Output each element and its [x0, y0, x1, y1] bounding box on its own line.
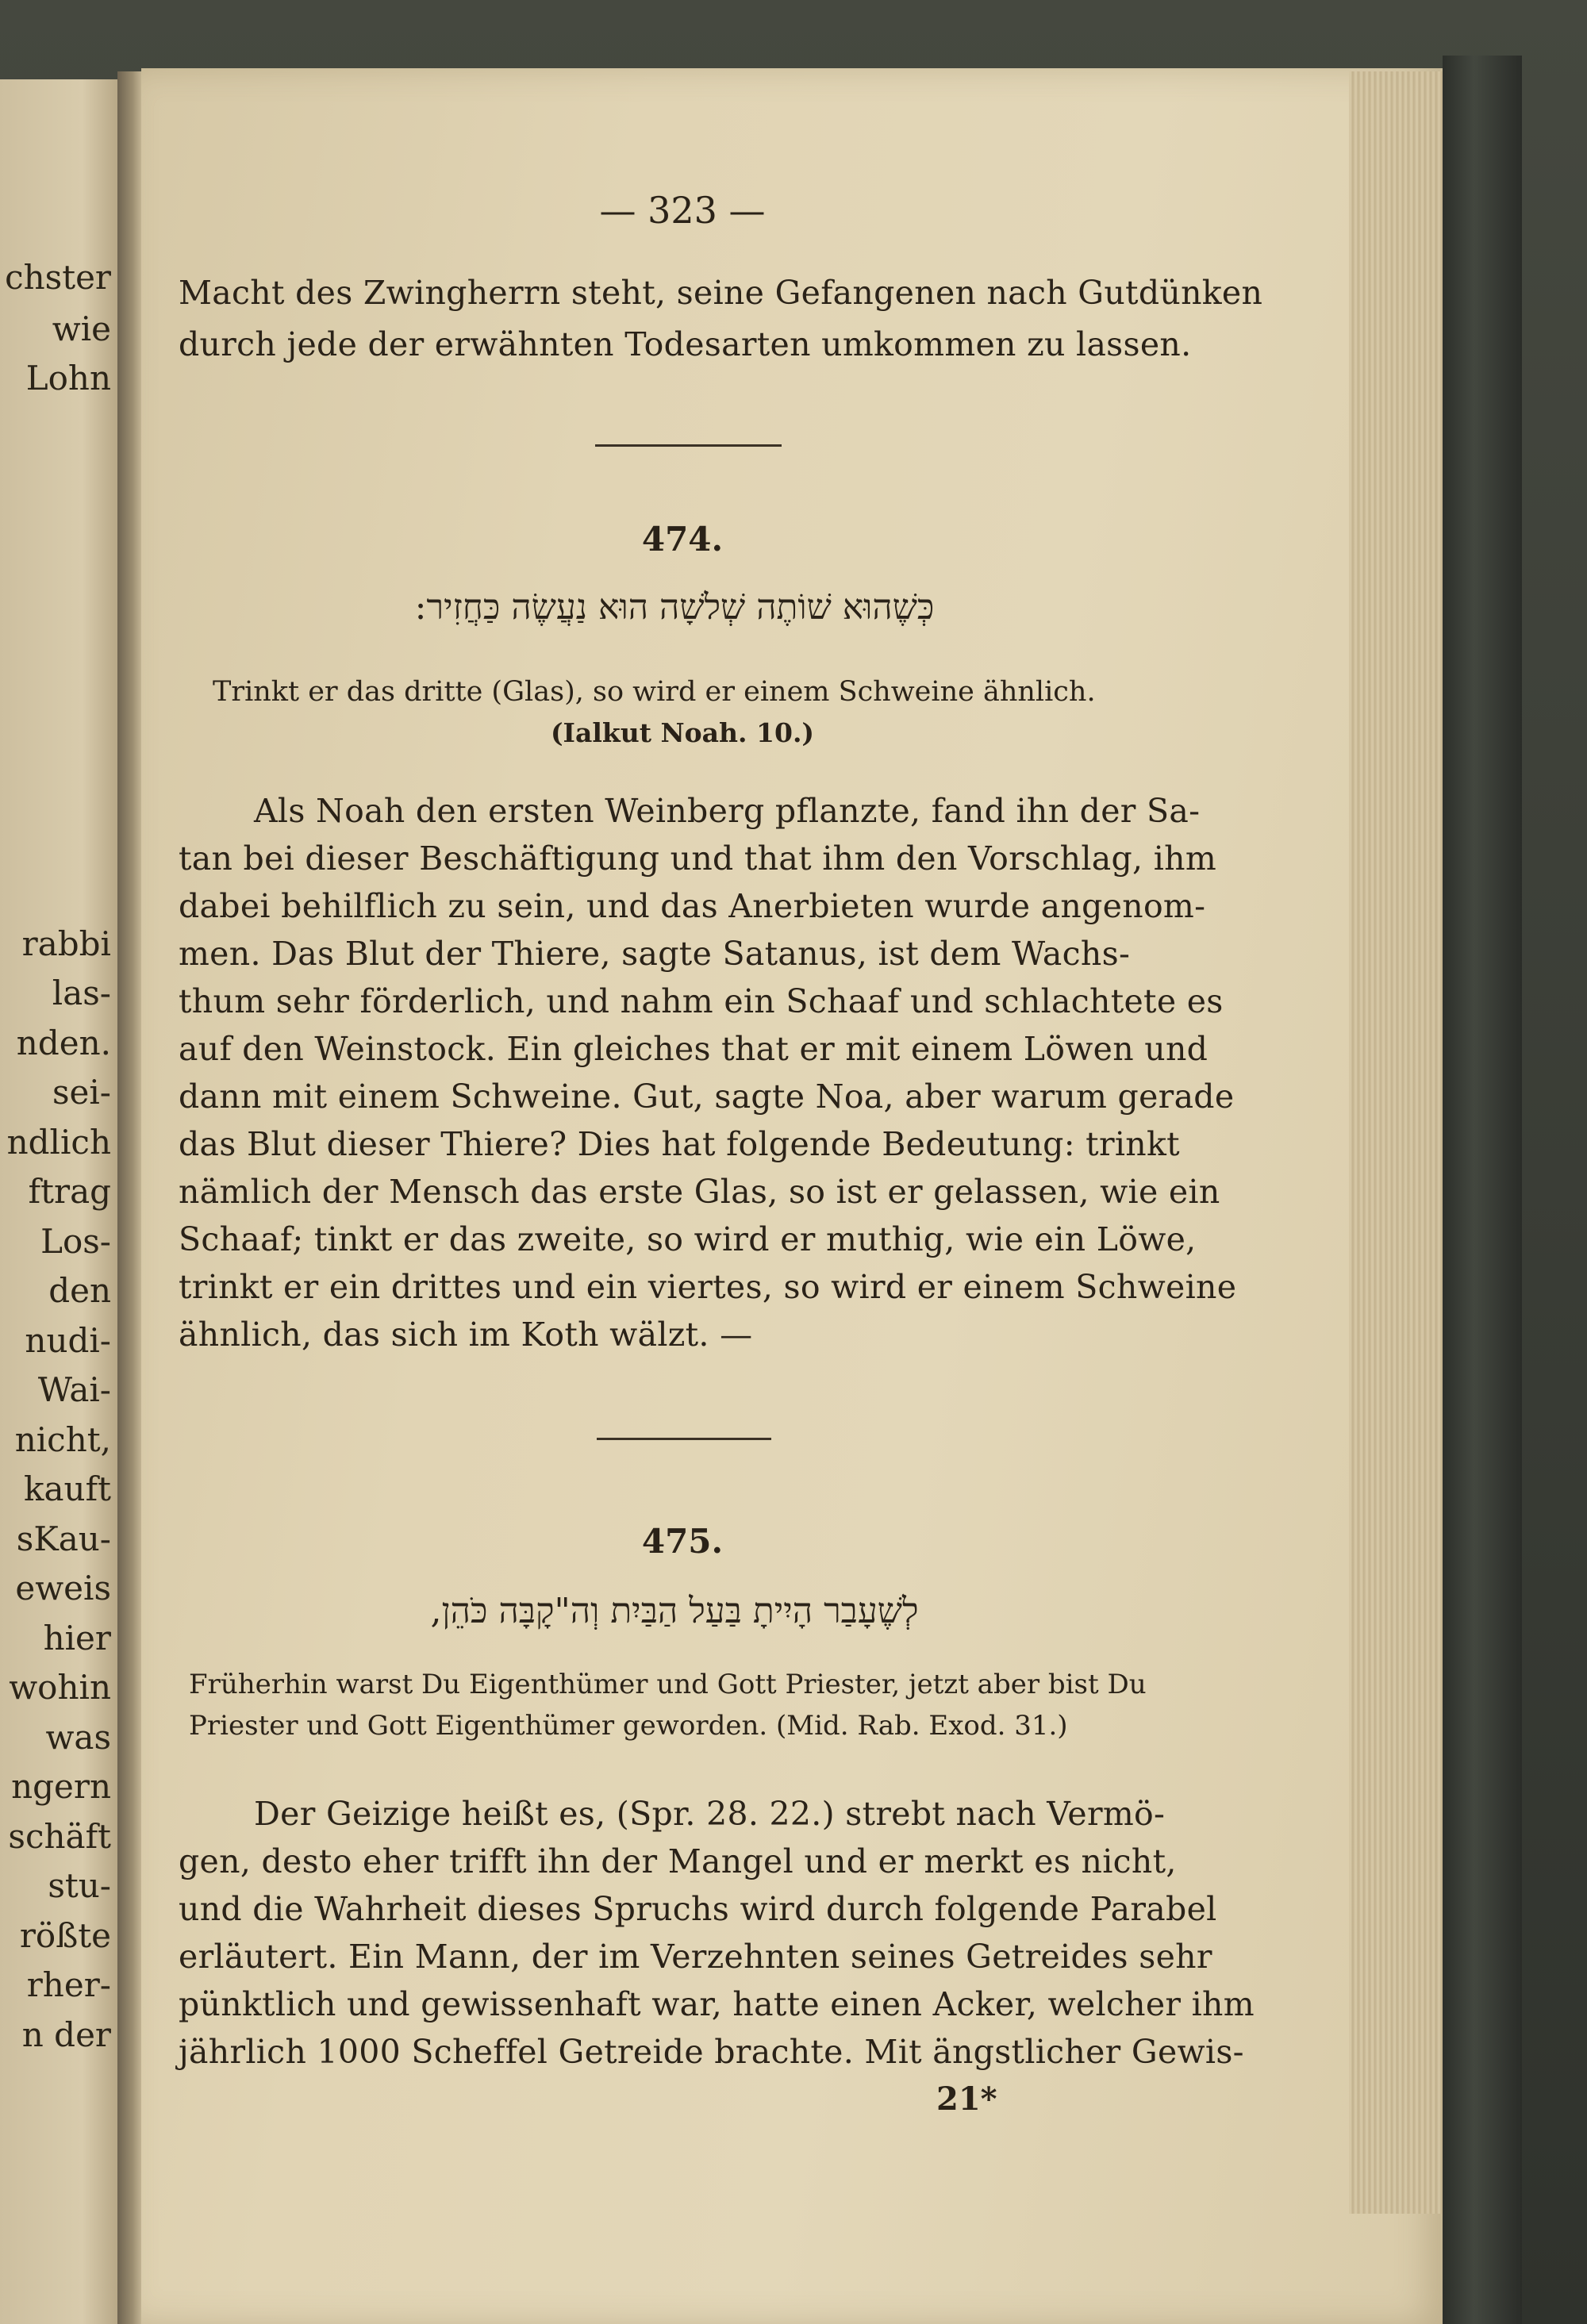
left-fragment: n der: [21, 2015, 111, 2054]
body-line: nämlich der Mensch das erste Glas, so ist er gelassen, wie ein: [179, 1173, 1220, 1211]
body-line: tan bei dieser Beschäftigung und that ihm den Vorschlag, ihm: [179, 839, 1217, 878]
body-line: pünktlich und gewissenhaft war, hatte einen Acker, welcher ihm: [179, 1985, 1255, 2023]
intro-line: Macht des Zwingherrn steht, seine Gefangenen nach Gutdünken: [179, 274, 1263, 312]
left-fragment: wohin: [9, 1668, 111, 1707]
left-fragment: schäft: [8, 1817, 111, 1856]
left-fragment: den: [48, 1271, 111, 1310]
signature-mark: 21*: [936, 2080, 997, 2118]
left-fragment: sei-: [52, 1073, 111, 1112]
body-line: auf den Weinstock. Ein gleiches that er mit einem Löwen und: [179, 1030, 1209, 1068]
left-fragment: wie: [52, 309, 111, 348]
hebrew-quote: לְשֶׁעָבַר הָיִיתָ בַּעַל הַבַּיִת וְה"קָבָּה כֹּהֵן,: [430, 1591, 919, 1631]
left-fragment: ftrag: [28, 1172, 111, 1211]
book-gutter: [117, 71, 143, 2324]
hebrew-quote: כְּשֶׁהוּא שׁוֹתֶה שְׁלשָׁה הוּא נַעֲשֶׂה כַּחֲזִיר:: [414, 587, 935, 628]
body-line: das Blut dieser Thiere? Dies hat folgende Bedeutung: trinkt: [179, 1125, 1180, 1163]
body-line: men. Das Blut der Thiere, sagte Satanus, ist dem Wachs-: [179, 935, 1131, 973]
body-line: dabei behilflich zu sein, und das Anerbieten wurde angenom-: [179, 887, 1206, 925]
left-fragment: nicht,: [14, 1420, 111, 1459]
body-line: trinkt er ein drittes und ein viertes, so wird er einem Schweine: [179, 1268, 1237, 1306]
source-citation: (Ialkut Noah. 10.): [550, 717, 815, 748]
body-line: Der Geizige heißt es, (Spr. 28. 22.) strebt nach Vermö-: [254, 1795, 1166, 1833]
left-page: [0, 79, 117, 2324]
left-fragment: stu-: [48, 1866, 111, 1905]
section-number: 475.: [641, 1522, 724, 1561]
left-fragment: eweis: [15, 1569, 111, 1608]
section-divider: [597, 1438, 771, 1440]
left-fragment: sKau-: [16, 1519, 111, 1558]
page-edges: [1349, 71, 1443, 2214]
left-fragment: ngern: [11, 1767, 111, 1806]
left-fragment: ndlich: [6, 1123, 111, 1162]
left-fragment: was: [45, 1718, 111, 1757]
left-fragment: rher-: [26, 1965, 111, 2004]
left-fragment: kauft: [24, 1469, 111, 1508]
body-line: dann mit einem Schweine. Gut, sagte Noa, aber warum gerade: [179, 1077, 1235, 1116]
body-line: ähnlich, das sich im Koth wälzt. —: [179, 1316, 753, 1354]
body-line: thum sehr förderlich, und nahm ein Schaaf und schlachtete es: [179, 982, 1224, 1020]
body-line: und die Wahrheit dieses Spruchs wird durch folgende Parabel: [179, 1890, 1217, 1928]
left-fragment: Wai-: [37, 1370, 111, 1409]
page-header: — 323 —: [599, 189, 766, 232]
left-fragment: las-: [52, 974, 111, 1012]
left-fragment: rabbi: [21, 924, 111, 963]
book-cover-edge: [1443, 56, 1522, 2324]
section-divider: [595, 444, 782, 447]
left-fragment: rößte: [19, 1916, 111, 1955]
body-line: jährlich 1000 Scheffel Getreide brachte. Mit ängstlicher Gewis-: [179, 2033, 1244, 2071]
section-number: 474.: [641, 520, 724, 559]
left-fragment: nudi-: [25, 1321, 111, 1360]
left-fragment: chster: [5, 258, 111, 297]
left-fragment: Lohn: [25, 359, 111, 398]
body-line: gen, desto eher trifft ihn der Mangel und er merkt es nicht,: [179, 1842, 1177, 1880]
translation: Trinkt er das dritte (Glas), so wird er einem Schweine ähnlich.: [213, 676, 1096, 708]
intro-line: durch jede der erwähnten Todesarten umkommen zu lassen.: [179, 325, 1192, 363]
left-fragment: hier: [43, 1619, 111, 1658]
body-line: Schaaf; tinkt er das zweite, so wird er muthig, wie ein Löwe,: [179, 1220, 1197, 1258]
body-line: erläutert. Ein Mann, der im Verzehnten seines Getreides sehr: [179, 1938, 1212, 1976]
translation-line: Priester und Gott Eigenthümer geworden. (Mid. Rab. Exod. 31.): [189, 1710, 1068, 1742]
left-fragment: Los-: [40, 1222, 111, 1261]
translation-line: Früherhin warst Du Eigenthümer und Gott Priester, jetzt aber bist Du: [189, 1669, 1147, 1700]
left-fragment: nden.: [16, 1024, 111, 1062]
body-line: Als Noah den ersten Weinberg pflanzte, fand ihn der Sa-: [254, 792, 1201, 830]
